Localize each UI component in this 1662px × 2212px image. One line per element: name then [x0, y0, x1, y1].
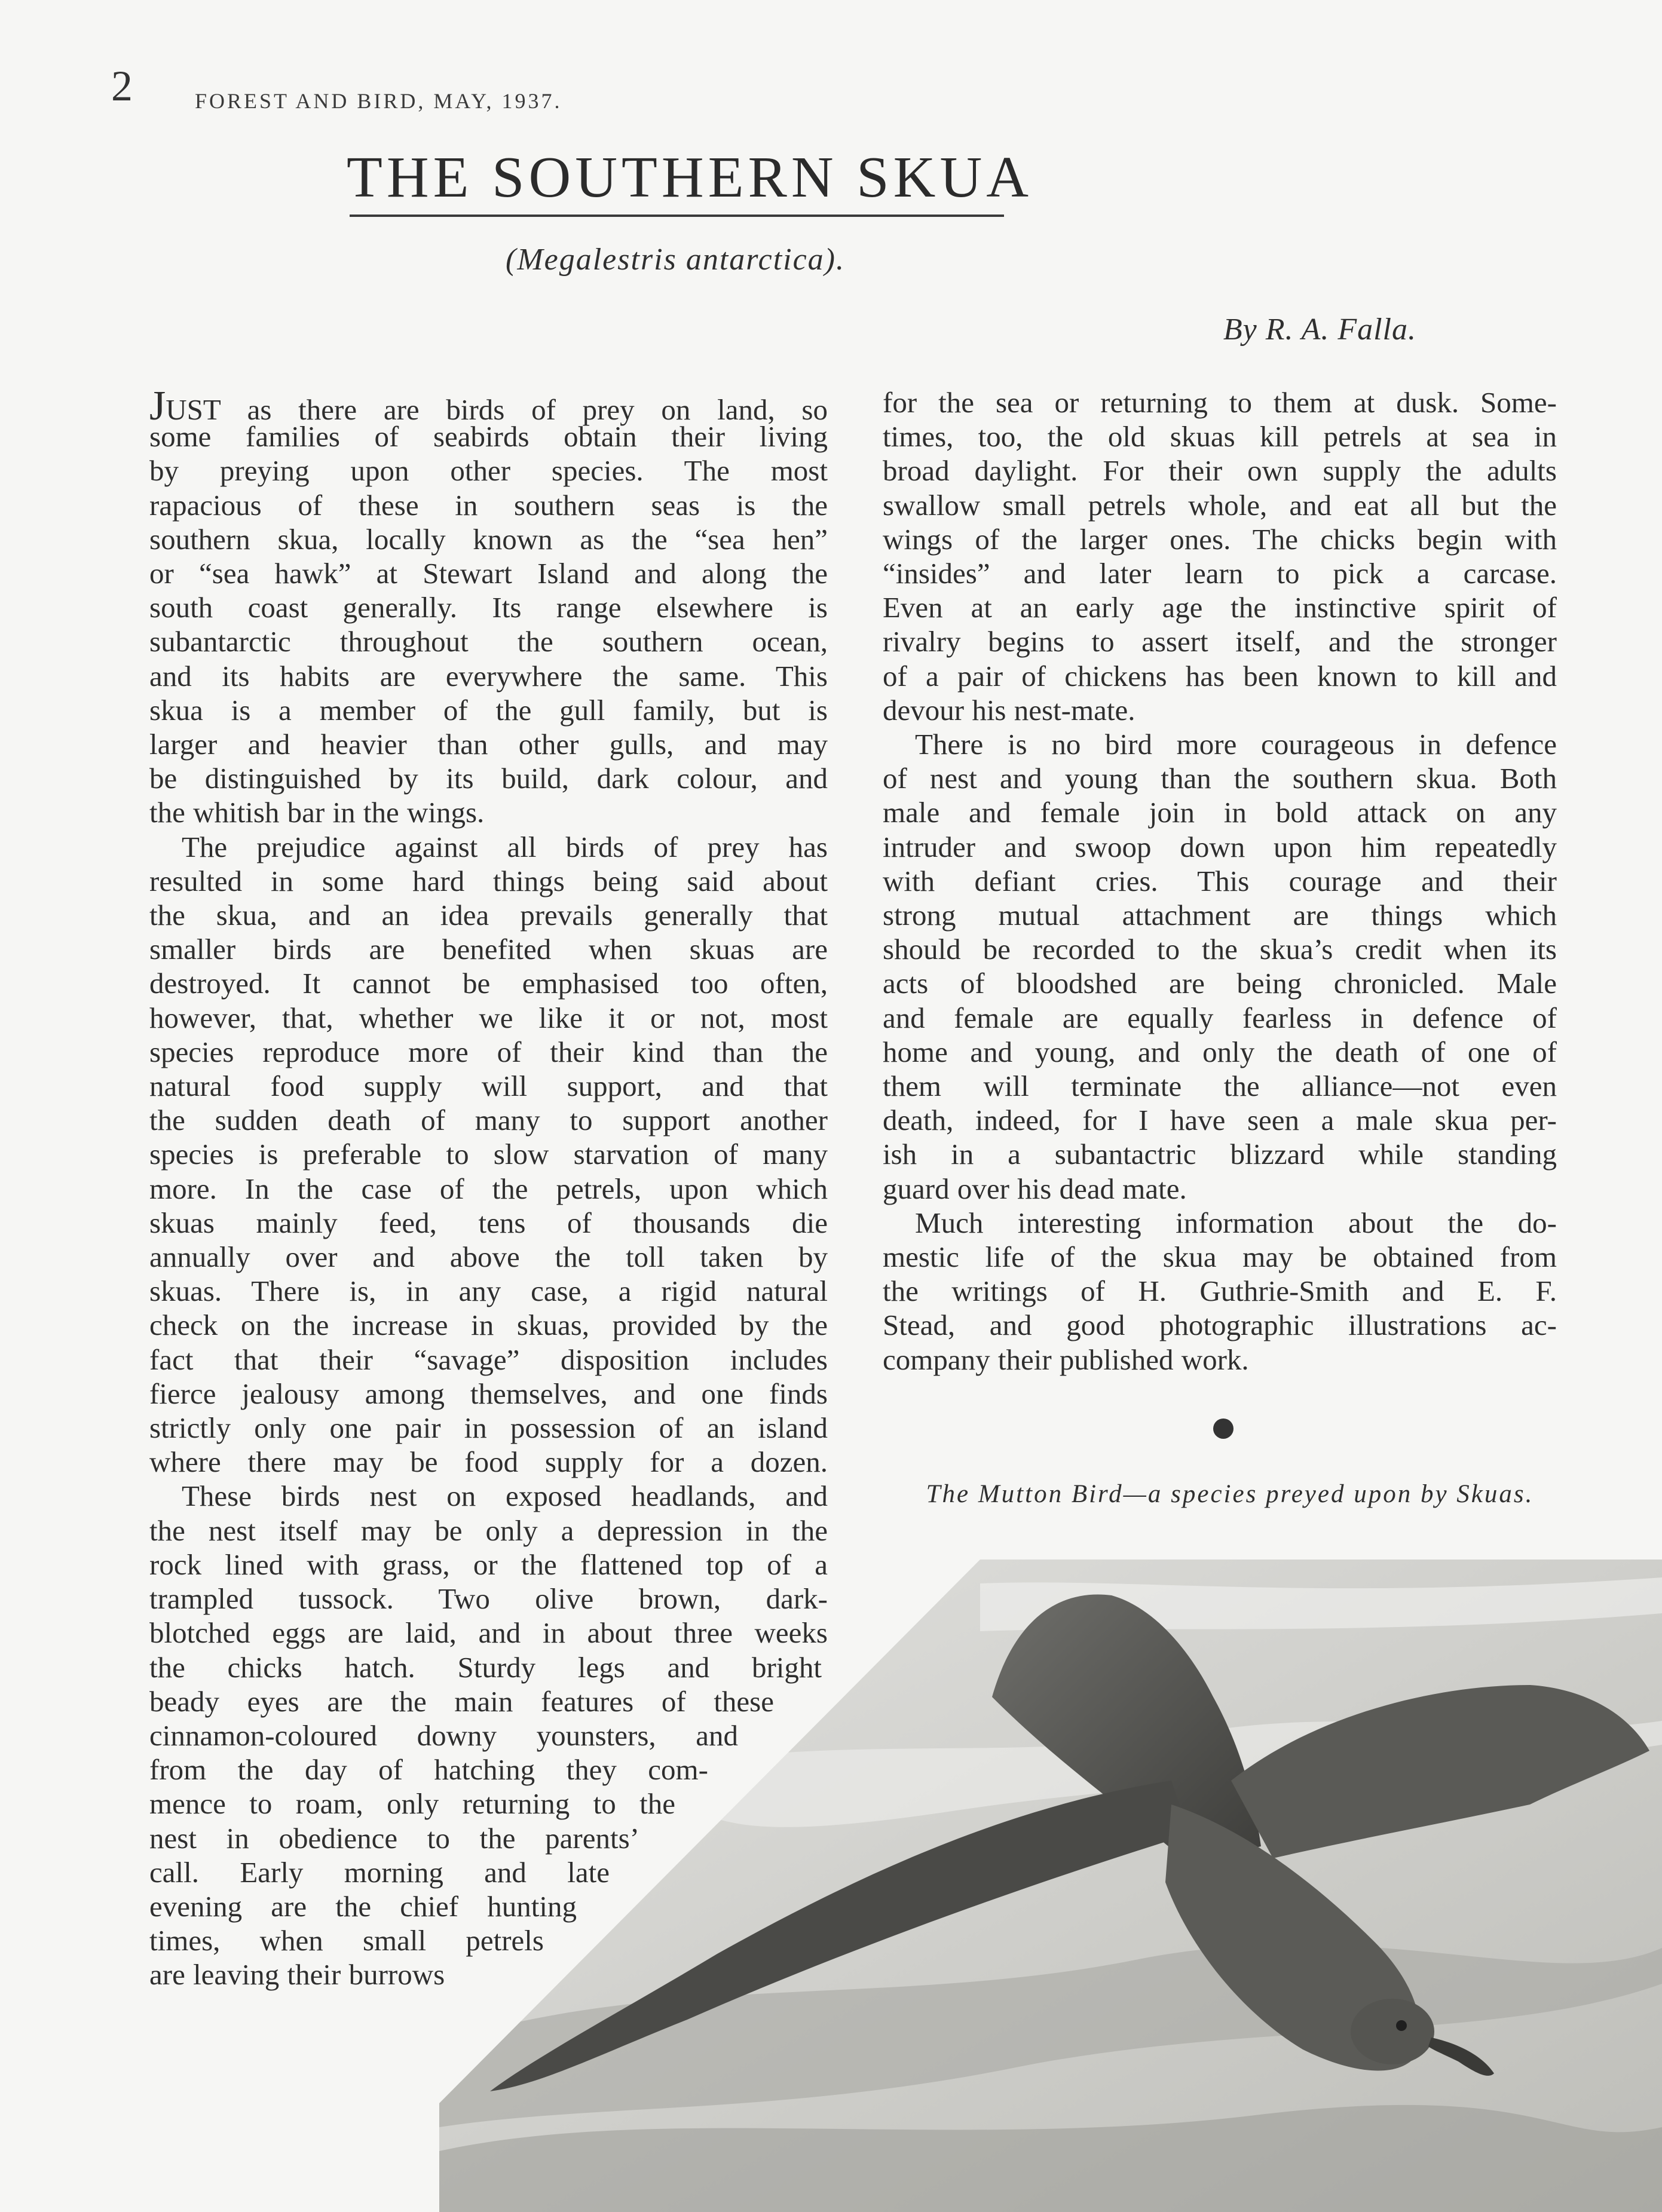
paragraph-line: devour his nest-mate. [883, 693, 1135, 727]
paragraph-line: where there may be food supply for a dozen. [149, 1445, 828, 1479]
paragraph-line: The prejudice against all birds of prey has [182, 830, 828, 863]
paragraph-line: with defiant cries. This courage and their [883, 864, 1557, 897]
paragraph-line: swallow small petrels whole, and eat all but the [883, 488, 1557, 522]
paragraph-line: from the day of hatching they com- [149, 1753, 708, 1787]
paragraph-line: fierce jealousy among themselves, and one finds [149, 1377, 828, 1410]
paragraph-line: check on the increase in skuas, provided by the [149, 1309, 828, 1342]
paragraph-line: home and young, and only the death of one of [883, 1035, 1557, 1068]
paragraph-line: mestic life of the skua may be obtained from [883, 1240, 1557, 1274]
paragraph-line: cinnamon-coloured downy younsters, and [149, 1718, 738, 1752]
paragraph-line: call. Early morning and late [149, 1855, 610, 1889]
paragraph-line: Stead, and good photographic illustrations ac- [883, 1309, 1557, 1342]
paragraph-line: wings of the larger ones. The chicks begin with [883, 522, 1557, 556]
paragraph-line: blotched eggs are laid, and in about three weeks [149, 1616, 828, 1650]
paragraph-line: some families of seabirds obtain their living [149, 420, 828, 454]
paragraph-line: male and female join in bold attack on any [883, 796, 1557, 829]
paragraph-line: the whitish bar in the wings. [149, 796, 485, 829]
paragraph-line: skua is a member of the gull family, but is [149, 693, 828, 727]
paragraph-line: for the sea or returning to them at dusk. Some- [883, 386, 1557, 419]
right-column [883, 385, 1557, 1377]
paragraph-line: skuas. There is, in any case, a rigid natural [149, 1274, 828, 1308]
paragraph-line: annually over and above the toll taken by [149, 1240, 828, 1274]
running-head: FOREST AND BIRD, MAY, 1937. [195, 89, 562, 113]
paragraph-line: acts of bloodshed are being chronicled. Male [883, 967, 1557, 1000]
paragraph-line: strictly only one pair in possession of an island [149, 1411, 828, 1445]
left-column [149, 385, 828, 1992]
paragraph-line: These birds nest on exposed headlands, and [182, 1479, 828, 1513]
paragraph-line: natural food supply will support, and that [149, 1070, 828, 1103]
paragraph-line: and its habits are everywhere the same. This [149, 659, 828, 693]
paragraph-line: of nest and young than the southern skua. Both [883, 762, 1557, 795]
article-title: THE SOUTHERN SKUA [347, 145, 1033, 210]
section-bullet [1213, 1419, 1234, 1439]
scientific-name: (Megalestris antarctica). [506, 243, 845, 277]
paragraph-line: rapacious of these in southern seas is the [149, 488, 828, 522]
paragraph-line: JUST as there are birds of prey on land, so [149, 383, 828, 429]
paragraph-line: the chicks hatch. Sturdy legs and bright [149, 1650, 822, 1684]
paragraph-line: larger and heavier than other gulls, and may [149, 728, 828, 761]
paragraph-line: subantarctic throughout the southern ocean, [149, 625, 828, 658]
paragraph-line: however, that, whether we like it or not, most [149, 1001, 828, 1034]
paragraph-line: strong mutual attachment are things which [883, 899, 1557, 932]
paragraph-line: them will terminate the alliance—not even [883, 1070, 1557, 1103]
paragraph-line: mence to roam, only returning to the [149, 1787, 675, 1821]
paragraph-line: resulted in some hard things being said about [149, 864, 828, 897]
paragraph-line: the nest itself may be only a depression in the [149, 1514, 828, 1547]
paragraph-line: There is no bird more courageous in defence [915, 728, 1557, 761]
paragraph-line: be distinguished by its build, dark colour, and [149, 762, 828, 795]
paragraph-line: the skua, and an idea prevails generally that [149, 899, 828, 932]
paragraph-line: evening are the chief hunting [149, 1889, 577, 1923]
paragraph-line: skuas mainly feed, tens of thousands die [149, 1206, 828, 1239]
paragraph-line: company their published work. [883, 1343, 1249, 1376]
paragraph-line: times, too, the old skuas kill petrels at sea in [883, 420, 1557, 454]
paragraph-line: guard over his dead mate. [883, 1172, 1187, 1205]
paragraph-line: rock lined with grass, or the flattened top of a [149, 1548, 828, 1581]
paragraph-line: of a pair of chickens has been known to kill and [883, 659, 1557, 693]
byline: By R. A. Falla. [1223, 313, 1416, 347]
paragraph-line: trampled tussock. Two olive brown, dark- [149, 1582, 828, 1616]
paragraph-line: nest in obedience to the parents’ [149, 1821, 639, 1855]
paragraph-line: Much interesting information about the do- [915, 1206, 1557, 1239]
paragraph-line: more. In the case of the petrels, upon which [149, 1172, 828, 1205]
figure-caption: The Mutton Bird—a species preyed upon by Skuas. [926, 1480, 1534, 1508]
paragraph-line: or “sea hawk” at Stewart Island and along the [149, 557, 828, 590]
paragraph-line: species reproduce more of their kind than the [149, 1035, 828, 1068]
paragraph-line: southern skua, locally known as the “sea hen” [149, 522, 828, 556]
paragraph-line: intruder and swoop down upon him repeatedly [883, 830, 1557, 863]
paragraph-line: the sudden death of many to support another [149, 1104, 828, 1137]
paragraph-line: by preying upon other species. The most [149, 454, 828, 488]
paragraph-line: species is preferable to slow starvation of many [149, 1138, 828, 1171]
paragraph-line: should be recorded to the skua’s credit when its [883, 933, 1557, 966]
paragraph-line: smaller birds are benefited when skuas are [149, 933, 828, 966]
drop-cap: J [149, 383, 166, 429]
paragraph-line: Even at an early age the instinctive spirit of [883, 591, 1557, 624]
paragraph-line: broad daylight. For their own supply the adults [883, 454, 1557, 488]
paragraph-line: beady eyes are the main features of these [149, 1684, 774, 1718]
paragraph-line: south coast generally. Its range elsewhere is [149, 591, 828, 624]
paragraph-line: destroyed. It cannot be emphasised too often, [149, 967, 828, 1000]
paragraph-line: and female are equally fearless in defence of [883, 1001, 1557, 1034]
paragraph-line: fact that their “savage” disposition includes [149, 1343, 828, 1376]
paragraph-line: ish in a subantactric blizzard while standing [883, 1138, 1557, 1171]
paragraph-line: rivalry begins to assert itself, and the stronger [883, 625, 1557, 658]
paragraph-line: are leaving their burrows [149, 1958, 445, 1992]
paragraph-line: death, indeed, for I have seen a male skua per- [883, 1104, 1557, 1137]
page-number: 2 [111, 62, 133, 110]
paragraph-line: the writings of H. Guthrie-Smith and E. F. [883, 1274, 1557, 1308]
paragraph-line: “insides” and later learn to pick a carcase. [883, 557, 1557, 590]
paragraph-line: times, when small petrels [149, 1924, 544, 1957]
